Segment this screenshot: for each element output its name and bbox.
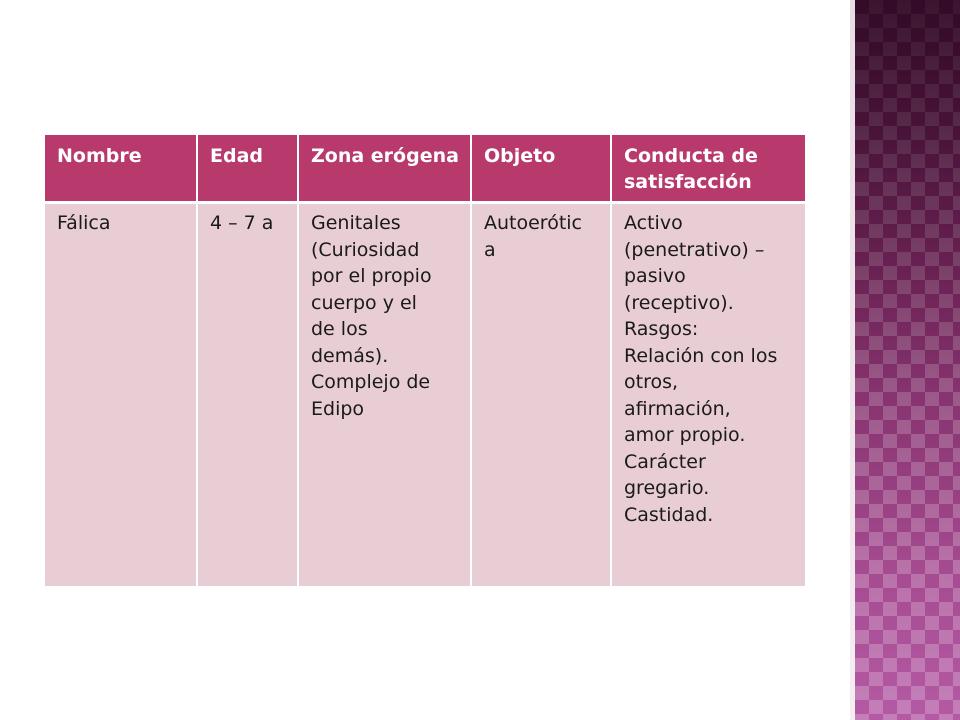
cell-edad: 4 – 7 a	[197, 203, 298, 587]
header-conducta	[611, 135, 805, 203]
header-row	[45, 135, 805, 203]
cell-line: Autoerótic	[484, 212, 582, 234]
cell-line: Carácter	[624, 450, 706, 473]
cell-line: demás).	[311, 344, 389, 367]
cell-line: otros,	[624, 371, 679, 393]
cell-conducta	[611, 203, 805, 587]
stage-table	[45, 135, 805, 586]
cell-line: Activo	[624, 212, 683, 234]
cell-line: (receptivo).	[624, 291, 734, 314]
cell-line: Complejo de	[311, 371, 431, 393]
cell-line: (penetrativo) –	[624, 238, 765, 261]
header-conducta-line: satisfacción	[624, 171, 752, 193]
cell-line: Edipo	[311, 397, 365, 420]
cell-zona-erogena	[298, 203, 471, 587]
header-edad: Edad	[197, 135, 298, 203]
cell-line: a	[484, 238, 496, 261]
header-nombre: Nombre	[45, 135, 197, 203]
cell-objeto	[471, 203, 611, 587]
cell-line: de los	[311, 318, 368, 340]
cell-line: amor propio.	[624, 424, 746, 446]
table-row	[45, 203, 805, 587]
cell-line: gregario.	[624, 477, 710, 499]
cell-line: Castidad.	[624, 503, 714, 526]
cell-line: Genitales	[311, 212, 401, 234]
decorative-side-band	[855, 0, 960, 720]
header-conducta-line: Conducta de	[624, 145, 758, 167]
cell-line: por el propio	[311, 265, 432, 287]
cell-line: Rasgos:	[624, 318, 699, 340]
cell-line: Relación con los	[624, 344, 778, 367]
header-objeto: Objeto	[471, 135, 611, 203]
cell-line: afirmación,	[624, 397, 731, 420]
cell-nombre: Fálica	[45, 203, 197, 587]
cell-line: cuerpo y el	[311, 291, 417, 314]
cell-line: pasivo	[624, 265, 686, 287]
cell-line: (Curiosidad	[311, 238, 420, 261]
header-zona-erogena: Zona erógena	[298, 135, 471, 203]
